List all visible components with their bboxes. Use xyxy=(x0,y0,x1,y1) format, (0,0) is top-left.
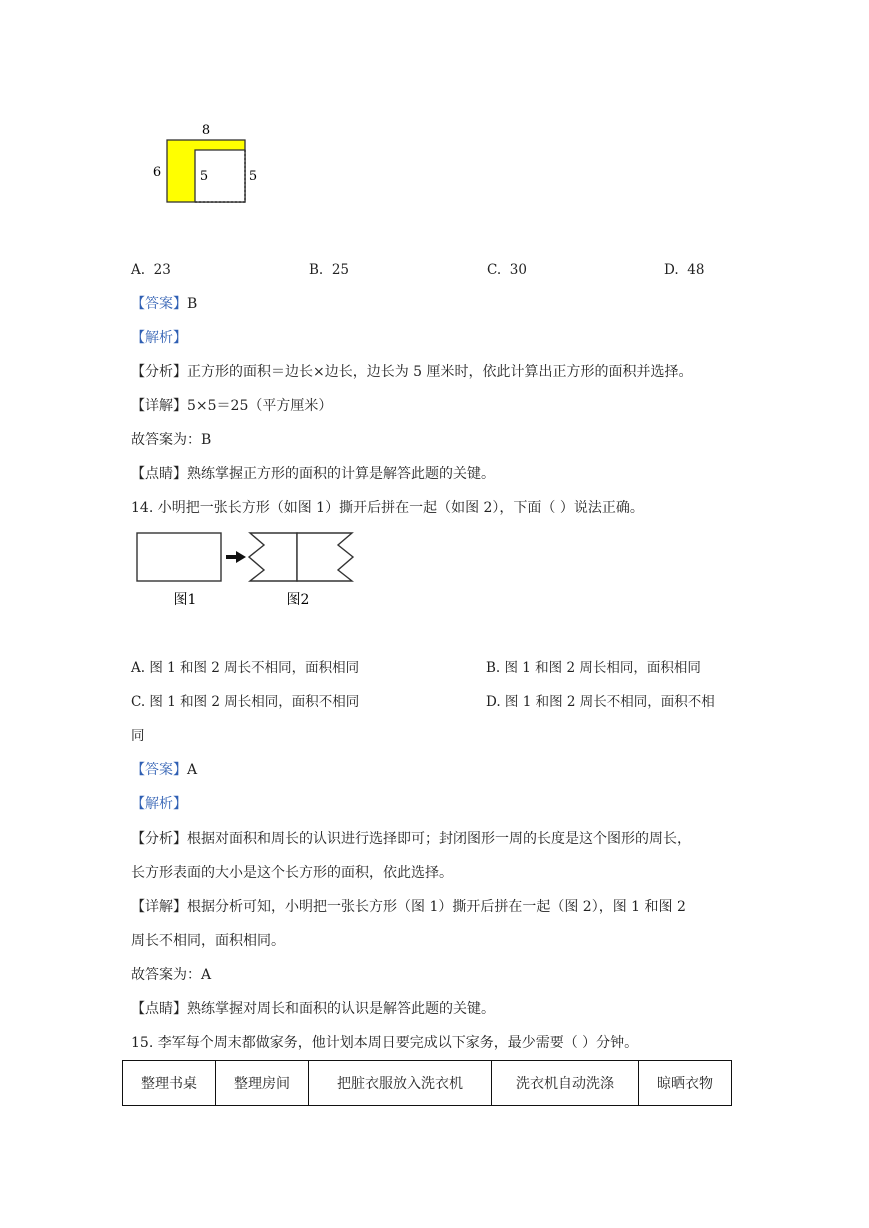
q13-dianjing: 【点睛】熟练掌握正方形的面积的计算是解答此题的关键。 xyxy=(131,466,495,482)
q13-label-inner: 5 xyxy=(199,169,209,184)
q14-xiangjie-line1: 【详解】根据分析可知，小明把一张长方形（图 1）撕开后拼在一起（图 2），图 1 和图 2 xyxy=(131,899,686,915)
q13-label-left: 6 xyxy=(152,165,162,180)
q14-fenxi-line2: 长方形表面的大小是这个长方形的面积，依此选择。 xyxy=(131,865,453,881)
q13-label-right: 5 xyxy=(248,169,258,184)
q14-dianjing: 【点睛】熟练掌握对周长和面积的认识是解答此题的关键。 xyxy=(131,1001,495,1017)
q14-xiangjie-line2: 周长不相同，面积相同。 xyxy=(131,933,285,949)
q13-label-top: 8 xyxy=(201,123,211,138)
q14-fig2-shape xyxy=(249,533,297,581)
q14-fig1-rectangle xyxy=(137,533,221,581)
q13-option-d: D. 48 xyxy=(664,262,705,278)
q14-option-d-line2: 同 xyxy=(131,728,145,744)
q14-fig1-label: 图1 xyxy=(173,592,197,608)
q13-option-c: C. 30 xyxy=(487,262,527,278)
q13-option-a: A. 23 xyxy=(131,262,171,278)
chore-cell: 洗衣机自动洗涤 xyxy=(492,1061,639,1106)
q14-option-d-line1: D. 图 1 和图 2 周长不相同，面积不相 xyxy=(486,694,715,710)
q14-conclusion: 故答案为：A xyxy=(131,967,212,983)
chore-cell: 整理书桌 xyxy=(123,1061,216,1106)
q14-arrow-icon xyxy=(226,551,246,563)
q14-option-c: C. 图 1 和图 2 周长相同，面积不相同 xyxy=(131,694,360,710)
q14-fig2-shape-right xyxy=(297,533,353,581)
q13-answer: 【答案】B xyxy=(131,296,198,312)
q14-fenxi-line1: 【分析】根据对面积和周长的认识进行选择即可；封闭图形一周的长度是这个图形的周长， xyxy=(131,831,691,847)
q14-figure xyxy=(130,530,360,612)
q14-stem: 14. 小明把一张长方形（如图 1）撕开后拼在一起（如图 2），下面（ ）说法正确。 xyxy=(131,500,644,516)
q13-fenxi: 【分析】正方形的面积＝边长×边长，边长为 5 厘米时，依此计算出正方形的面积并选择。 xyxy=(131,364,693,380)
q13-analysis-tag: 【解析】 xyxy=(131,330,187,346)
chore-cell: 把脏衣服放入洗衣机 xyxy=(309,1061,492,1106)
q13-option-b: B. 25 xyxy=(309,262,349,278)
chore-cell: 晾晒衣物 xyxy=(639,1061,732,1106)
q14-answer: 【答案】A xyxy=(131,762,198,778)
table-row xyxy=(123,1061,732,1106)
q13-xiangjie: 【详解】5×5＝25（平方厘米） xyxy=(131,398,333,414)
q14-option-a: A. 图 1 和图 2 周长不相同，面积相同 xyxy=(131,660,360,676)
q13-figure xyxy=(148,118,260,210)
q15-stem: 15. 李军每个周末都做家务，他计划本周日要完成以下家务，最少需要（ ）分钟。 xyxy=(131,1035,639,1051)
q14-analysis-tag: 【解析】 xyxy=(131,796,187,812)
q13-conclusion: 故答案为：B xyxy=(131,432,212,448)
q15-chores-table xyxy=(122,1060,732,1106)
chore-cell: 整理房间 xyxy=(216,1061,309,1106)
q14-fig2-label: 图2 xyxy=(286,592,310,608)
q14-option-b: B. 图 1 和图 2 周长相同，面积相同 xyxy=(486,660,701,676)
